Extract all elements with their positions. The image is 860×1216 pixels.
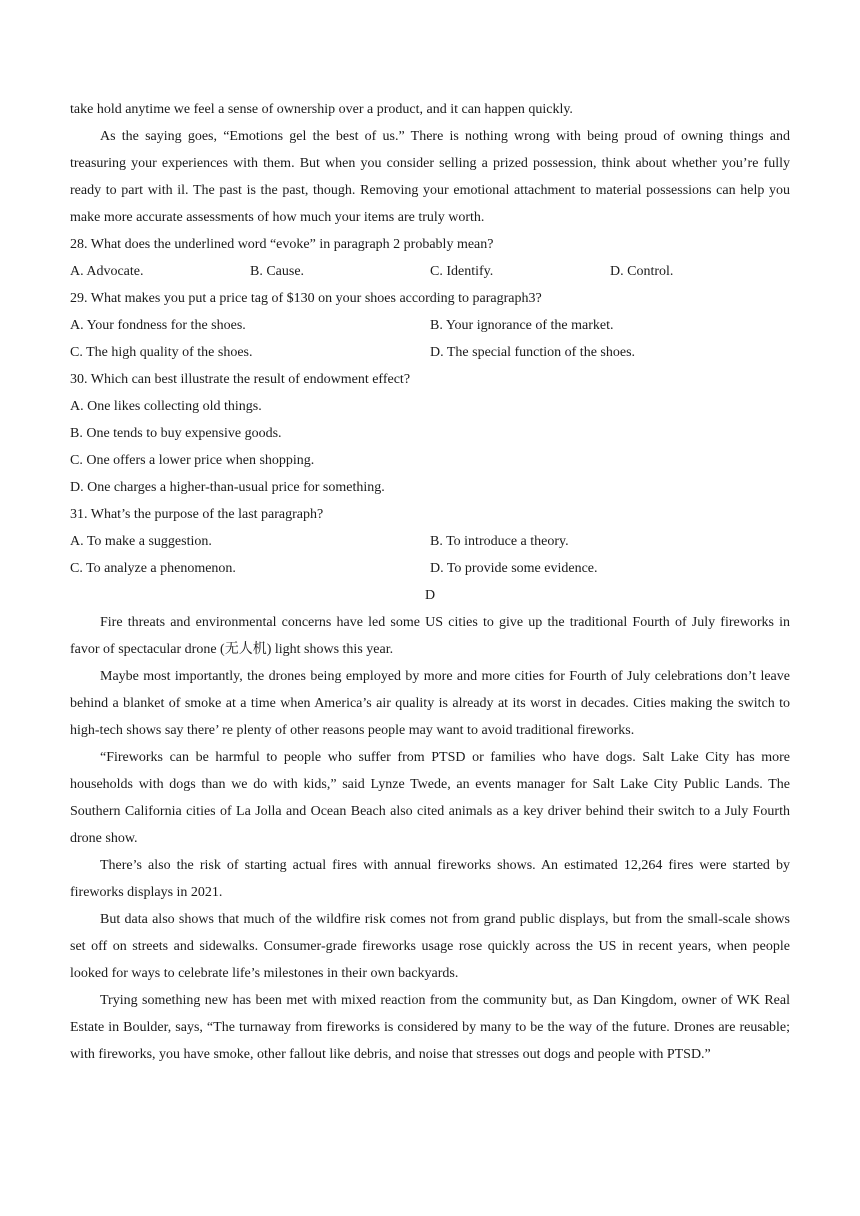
question-30-option-c: C. One offers a lower price when shopping.: [70, 453, 315, 468]
question-29-options-row-2: [70, 339, 790, 366]
passage-d-paragraph: Maybe most importantly, the drones being employed by more and more cities for Fourth of July celebrations don’t leave behind a blanket of smoke at a time when America’s air quality is already at its worst in decades. Cities making the switch to high-tech shows say there’ re plenty of other reasons people may want to avoid traditional fireworks.: [70, 669, 790, 738]
question-28-option-d: D. Control.: [610, 264, 674, 279]
question-31-options-row-1: [70, 528, 790, 555]
question-31-option-a: A. To make a suggestion.: [70, 534, 212, 549]
passage-d-paragraph: But data also shows that much of the wildfire risk comes not from grand public displays, but from the small-scale shows set off on streets and sidewalks. Consumer-grade fireworks usage rose quickly across the US in recent years, when people looked for ways to celebrate life’s milestones in their own backyards.: [70, 912, 790, 981]
question-28-option-b: B. Cause.: [250, 264, 305, 279]
question-31-options-row-2: [70, 555, 790, 582]
question-31-option-d: D. To provide some evidence.: [430, 561, 598, 576]
question-28-option-c: C. Identify.: [430, 264, 494, 279]
passage-d-heading: D: [424, 588, 436, 603]
question-30-option-d: D. One charges a higher-than-usual price for something.: [70, 480, 385, 495]
question-28-option-a: A. Advocate.: [70, 264, 144, 279]
question-30-option-a: A. One likes collecting old things.: [70, 399, 262, 414]
question-30-stem: 30. Which can best illustrate the result of endowment effect?: [70, 372, 411, 387]
question-31-option-b: B. To introduce a theory.: [430, 534, 569, 549]
passage-d-paragraph: Fire threats and environmental concerns have led some US cities to give up the traditional Fourth of July fireworks in favor of spectacular drone (无人机) light shows this year.: [70, 615, 790, 657]
question-31-option-c: C. To analyze a phenomenon.: [70, 561, 236, 576]
question-29-option-c: C. The high quality of the shoes.: [70, 345, 253, 360]
question-29-stem: 29. What makes you put a price tag of $130 on your shoes according to paragraph3?: [70, 291, 542, 306]
passage-d-paragraph: There’s also the risk of starting actual fires with annual fireworks shows. An estimated 12,264 fires were started by fireworks displays in 2021.: [70, 858, 790, 900]
question-28-stem: 28. What does the underlined word “evoke” in paragraph 2 probably mean?: [70, 237, 494, 252]
passage-c-continuation: take hold anytime we feel a sense of ownership over a product, and it can happen quickly.: [70, 102, 573, 117]
question-29-option-d: D. The special function of the shoes.: [430, 345, 636, 360]
question-29-options-row-1: [70, 312, 790, 339]
passage-d-paragraph: “Fireworks can be harmful to people who suffer from PTSD or families who have dogs. Salt Lake City has more households with dogs than we do with kids,” said Lynze Twede, an events manager for Salt Lake City Public Lands. The Southern California cities of La Jolla and Ocean Beach also cited animals as a key driver behind their switch to a July Fourth drone show.: [70, 750, 790, 846]
question-30-option-b: B. One tends to buy expensive goods.: [70, 426, 282, 441]
question-31-stem: 31. What’s the purpose of the last paragraph?: [70, 507, 324, 522]
question-29-option-b: B. Your ignorance of the market.: [430, 318, 614, 333]
passage-d-paragraph: Trying something new has been met with mixed reaction from the community but, as Dan Kingdom, owner of WK Real Estate in Boulder, says, “The turnaway from fireworks is considered by many to be the way of the future. Drones are reusable; with fireworks, you have smoke, other fallout like debris, and noise that stresses out dogs and people with PTSD.”: [70, 993, 790, 1062]
question-28-options: [70, 258, 790, 285]
question-29-option-a: A. Your fondness for the shoes.: [70, 318, 246, 333]
passage-c-last-paragraph: As the saying goes, “Emotions gel the best of us.” There is nothing wrong with being proud of owning things and treasuring your experiences with them. But when you consider selling a prized possession, think about whether you’re fully ready to part with il. The past is the past, though. Removing your emotional attachment to material possessions can help you make more accurate assessments of how much your items are truly worth.: [70, 129, 790, 225]
